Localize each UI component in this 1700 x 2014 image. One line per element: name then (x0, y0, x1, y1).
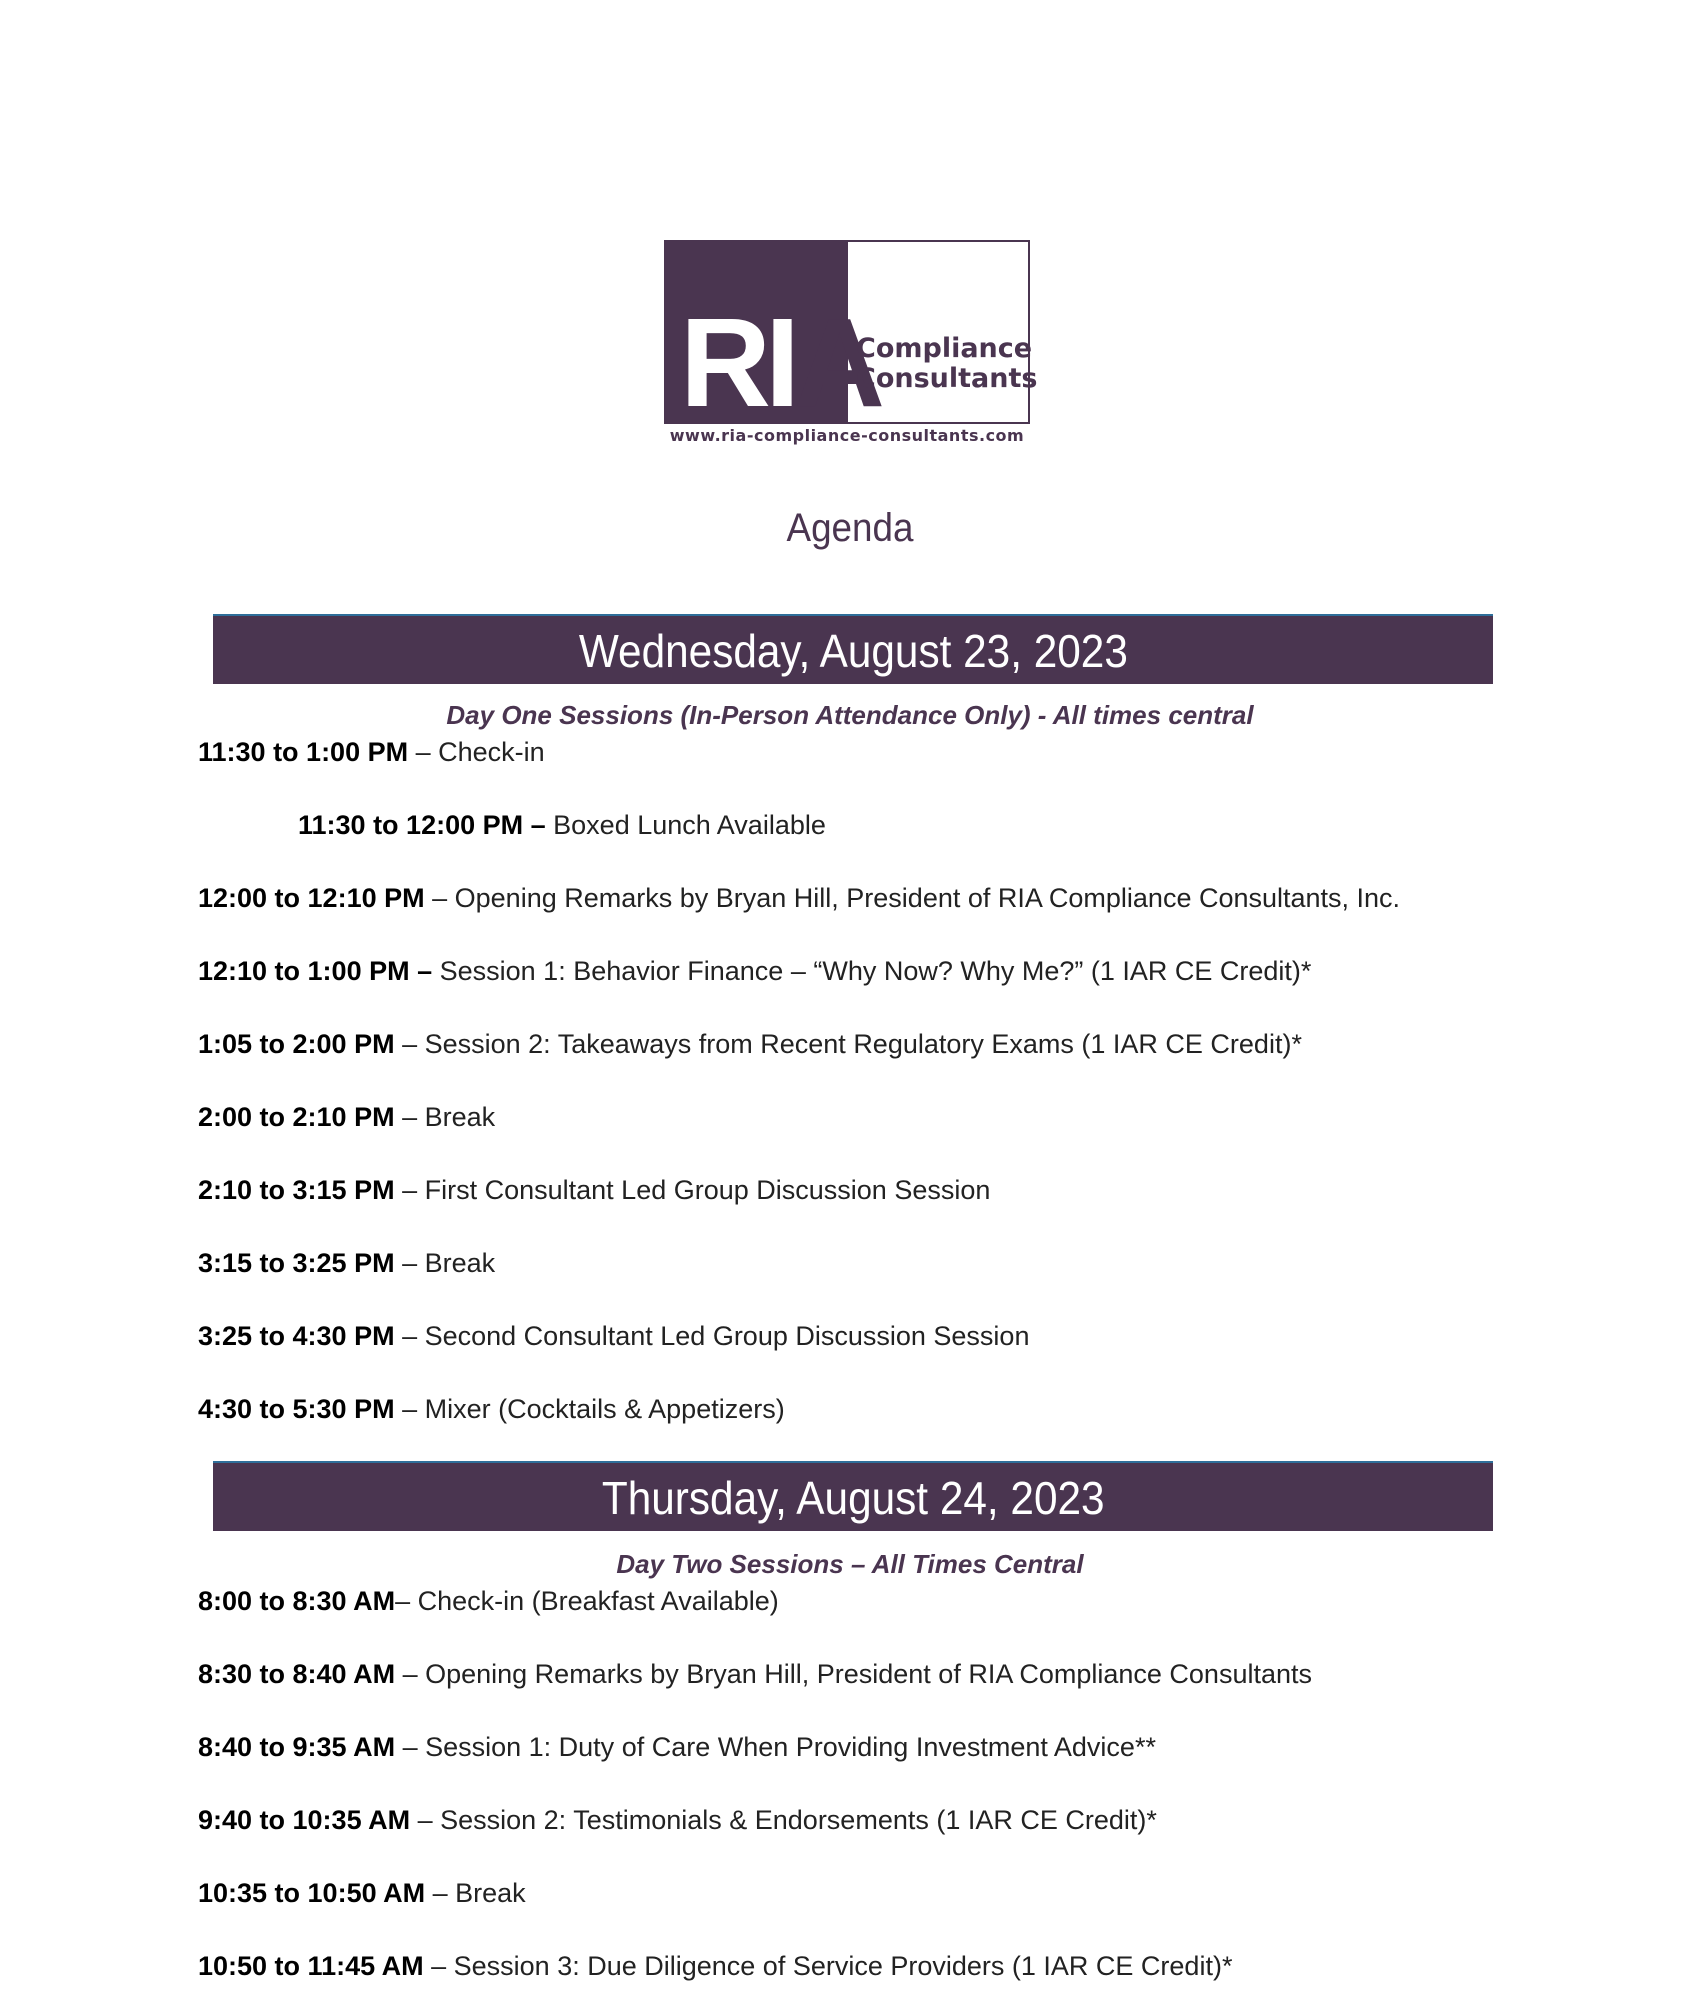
page-title: Agenda (786, 506, 914, 550)
agenda-item: 1:05 to 2:00 PM – Session 2: Takeaways from Recent Regulatory Exams (1 IAR CE Credit)* (198, 1029, 1302, 1059)
agenda-item: 2:00 to 2:10 PM – Break (198, 1102, 496, 1132)
logo-word-consultants: Consultants (856, 363, 1038, 394)
day-one-date: Wednesday, August 23, 2023 (578, 625, 1128, 677)
agenda-item: 11:30 to 1:00 PM – Check-in (198, 737, 545, 767)
logo-ria-letters: RIA (680, 292, 879, 433)
agenda-item: 10:50 to 11:45 AM – Session 3: Due Diligence of Service Providers (1 IAR CE Credit)* (198, 1951, 1233, 1981)
agenda-item: 8:40 to 9:35 AM – Session 1: Duty of Care When Providing Investment Advice** (198, 1732, 1156, 1762)
day-one-banner (213, 614, 1493, 684)
day-two-banner (213, 1461, 1493, 1531)
agenda-item: 3:15 to 3:25 PM – Break (198, 1248, 496, 1278)
agenda-item: 11:30 to 12:00 PM – Boxed Lunch Available (298, 810, 826, 840)
day-two-date: Thursday, August 24, 2023 (601, 1472, 1105, 1524)
logo-website-url: www.ria-compliance-consultants.com (669, 426, 1025, 445)
logo-word-compliance: Compliance (856, 333, 1033, 364)
agenda-item: 3:25 to 4:30 PM – Second Consultant Led Group Discussion Session (198, 1321, 1030, 1351)
day-two-subtitle: Day Two Sessions – All Times Central (616, 1549, 1084, 1579)
agenda-item: 8:30 to 8:40 AM – Opening Remarks by Bryan Hill, President of RIA Compliance Consultants (198, 1659, 1312, 1689)
agenda-item: 2:10 to 3:15 PM – First Consultant Led Group Discussion Session (198, 1175, 991, 1205)
logo-company-words (856, 334, 1037, 394)
agenda-item: 10:35 to 10:50 AM – Break (198, 1878, 526, 1908)
agenda-item: 12:00 to 12:10 PM – Opening Remarks by Bryan Hill, President of RIA Compliance Consultants, Inc. (198, 883, 1401, 913)
agenda-item: 4:30 to 5:30 PM – Mixer (Cocktails & Appetizers) (198, 1394, 785, 1424)
agenda-item: 12:10 to 1:00 PM – Session 1: Behavior Finance – “Why Now? Why Me?” (1 IAR CE Credit)* (198, 956, 1312, 986)
agenda-item: 8:00 to 8:30 AM– Check-in (Breakfast Available) (198, 1586, 779, 1616)
company-logo (664, 240, 1038, 433)
agenda-item: 9:40 to 10:35 AM – Session 2: Testimonials & Endorsements (1 IAR CE Credit)* (198, 1805, 1157, 1835)
day-one-subtitle: Day One Sessions (In-Person Attendance Only) - All times central (446, 700, 1254, 730)
